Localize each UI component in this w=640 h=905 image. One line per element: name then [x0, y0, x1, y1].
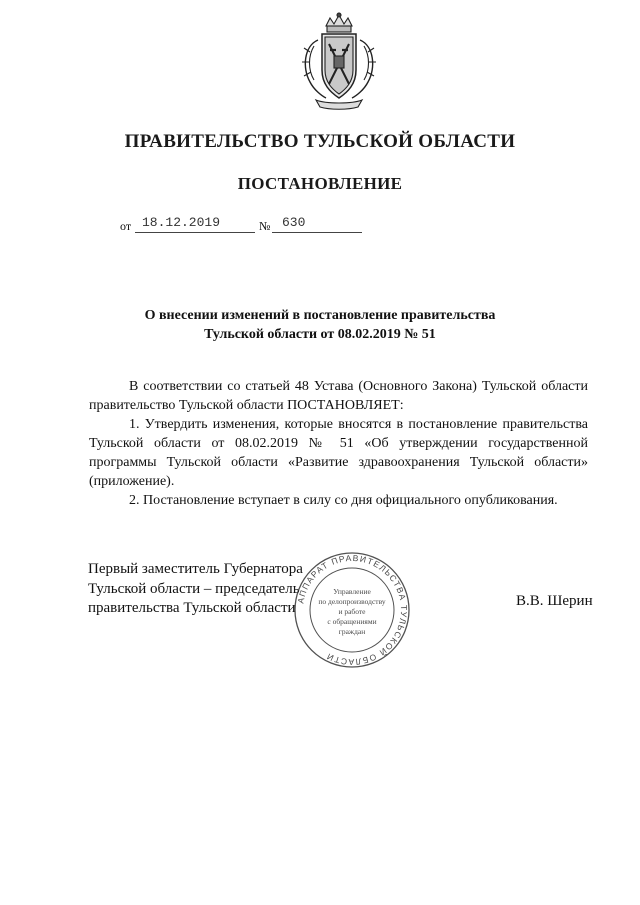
subject-line-2: Тульской области от 08.02.2019 № 51: [204, 327, 436, 342]
svg-text:с обращениями: с обращениями: [327, 617, 377, 626]
signatory-position: [88, 560, 303, 619]
position-line-1: Первый заместитель Губернатора: [88, 561, 303, 577]
document-body: [89, 377, 588, 510]
tula-coat-of-arms-emblem: [296, 12, 382, 110]
date-underline: [135, 232, 255, 233]
number-underline: [272, 232, 362, 233]
svg-text:Управление: Управление: [333, 587, 371, 596]
document-number: 630: [282, 215, 306, 230]
body-paragraph-1: В соответствии со статьей 48 Устава (Основного Закона) Тульской области правительство Тульской области ПОСТАНОВЛЯЕТ:: [89, 379, 588, 413]
svg-text:АППАРАТ ПРАВИТЕЛЬСТВА ТУЛЬСКОЙ: АППАРАТ ПРАВИТЕЛЬСТВА ТУЛЬСКОЙ ОБЛАСТИ: [295, 552, 410, 668]
subject-line-1: О внесении изменений в постановление правительства: [144, 308, 496, 323]
organization-title: ПРАВИТЕЛЬСТВО ТУЛЬСКОЙ ОБЛАСТИ: [124, 131, 516, 152]
body-paragraph-3: 2. Постановление вступает в силу со дня официального опубликования.: [129, 493, 558, 508]
svg-text:граждан: граждан: [338, 627, 366, 636]
position-line-2: Тульской области – председатель: [88, 580, 300, 597]
svg-text:по делопроизводству: по делопроизводству: [318, 597, 386, 606]
svg-text:и работе: и работе: [338, 607, 366, 616]
date-prefix: от: [120, 219, 132, 233]
document-date: 18.12.2019: [142, 215, 221, 230]
number-prefix: №: [259, 219, 271, 233]
body-paragraph-2: 1. Утвердить изменения, которые вносятся в постановление правительства Тульской области от 08.02.2019 № 51 «Об утверждении государственной программы Тульской области «Развитие здравоохранения Тульской области» (приложение).: [89, 417, 588, 489]
position-line-3: правительства Тульской области: [88, 600, 296, 616]
document-type-title: ПОСТАНОВЛЕНИЕ: [237, 174, 403, 193]
official-round-stamp: [292, 550, 412, 670]
document-subject: [60, 306, 580, 344]
signatory-name: В.В. Шерин: [516, 593, 593, 609]
